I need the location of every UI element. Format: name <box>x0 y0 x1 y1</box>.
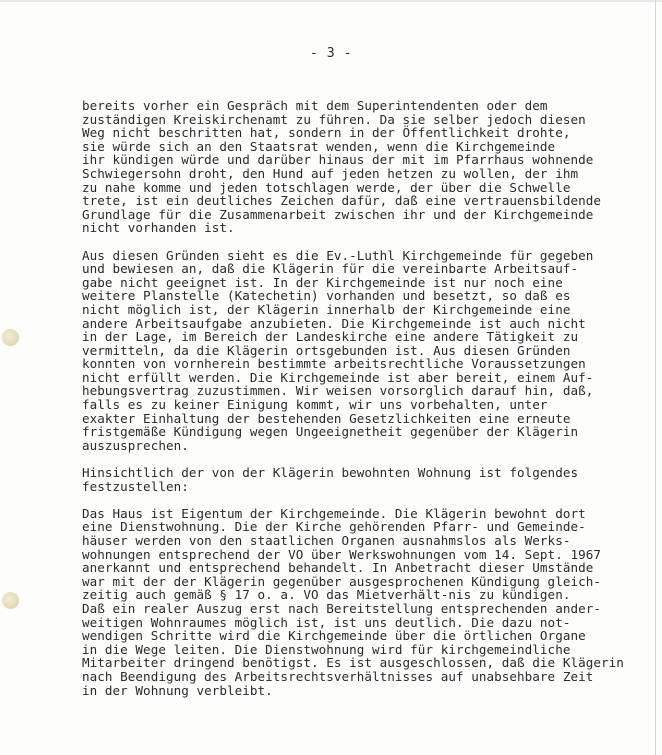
text-line: hebungsvertrag zuzustimmen. Wir weisen vorsorglich darauf hin, daß, <box>82 383 594 399</box>
text-line: falls es zu keiner Einigung kommt, wir uns vorbehalten, unter <box>82 397 548 413</box>
text-line: fristgemäße Kündigung wegen Ungeeignetheit gegenüber der Klägerin <box>82 424 579 440</box>
paragraph-gap <box>82 493 657 507</box>
paragraph <box>82 507 657 697</box>
text-line: Grundlage für die Zusammenarbeit zwischen ihr und der Kirchgemeinde <box>82 206 594 222</box>
paragraph <box>82 466 657 493</box>
text-line: ihr kündigen würde und darüber hinaus der mit im Pfarrhaus wohnende <box>82 152 594 168</box>
text-line: wendigen Schritte wird die Kirchgemeinde über die örtlichen Organe <box>82 628 586 644</box>
punch-hole-upper <box>2 329 19 346</box>
text-line: nicht vorhanden ist. <box>82 220 235 236</box>
paragraph-gap <box>82 452 657 466</box>
text-line: weitigen Wohnraumes möglich ist, ist uns deutlich. Die dazu not- <box>82 614 571 630</box>
text-line: vermitteln, da die Klägerin ortsgebunden ist. Aus diesen Gründen <box>82 342 571 358</box>
paragraph <box>82 99 657 235</box>
text-line: gabe nicht geeignet ist. In der Kirchgemeinde ist nur noch eine <box>82 274 563 290</box>
paragraph-gap <box>82 235 657 249</box>
scan-top-edge <box>0 0 662 2</box>
text-line: auszusprechen. <box>82 437 189 453</box>
text-line: sie würde sich an den Staatsrat wenden, wenn die Kirchgemeinde <box>82 138 556 154</box>
text-line: Mitarbeiter dringend benötigst. Es ist ausgeschlossen, daß die Klägerin <box>82 655 624 671</box>
body-text <box>82 99 657 697</box>
text-line: wohnungen entsprechend der VO über Werkswohnungen vom 14. Sept. 1967 <box>82 546 601 562</box>
text-line: konnten von vornherein bestimmte arbeitsrechtliche Voraussetzungen <box>82 356 586 372</box>
text-line: und bewiesen an, daß die Klägerin für die vereinbarte Arbeitsauf- <box>82 261 579 277</box>
text-line: nicht erfüllt werden. Die Kirchgemeinde ist aber bereit, einem Auf- <box>82 369 594 385</box>
text-line: nach Beendigung des Arbeitsrechtsverhältnisses auf unabsehbare Zeit <box>82 668 594 684</box>
text-line: in der Lage, im Bereich der Landeskirche eine andere Tätigkeit zu <box>82 329 579 345</box>
text-line: eine Dienstwohnung. Die der Kirche gehörenden Pfarr- und Gemeinde- <box>82 519 586 535</box>
text-line: Hinsichtlich der von der Klägerin bewohnten Wohnung ist folgendes <box>82 465 579 481</box>
text-line: festzustellen: <box>82 478 189 494</box>
text-line: zuständigen Kreiskirchenamt zu führen. Da sie selber jedoch diesen <box>82 111 586 127</box>
text-line: anerkannt und entsprechend behandelt. In Anbetracht dieser Umstände <box>82 560 594 576</box>
text-line: nicht möglich ist, der Klägerin innerhalb der Kirchgemeinde eine <box>82 301 571 317</box>
text-line: Schwiegersohn droht, den Hund auf jeden hetzen zu wollen, der ihm <box>82 165 579 181</box>
text-line: trete, ist ein deutliches Zeichen dafür, daß eine vertrauensbildende <box>82 193 601 209</box>
paragraph <box>82 249 657 453</box>
text-line: häuser werden von den staatlichen Organen ausnahmslos als Werks- <box>82 533 571 548</box>
text-line: zu nahe komme und jeden totschlagen werde, der über die Schwelle <box>82 179 571 195</box>
text-line: Weg nicht beschritten hat, sondern in der Öffentlichkeit drohte, <box>82 125 571 141</box>
text-line: andere Arbeitsaufgabe anzubieten. Die Kirchgemeinde ist auch nicht <box>82 315 586 331</box>
text-line: bereits vorher ein Gespräch mit dem Superintendenten oder dem <box>82 98 548 113</box>
text-line: exakter Einhaltung der bestehenden Gesetzlichkeiten eine erneute <box>82 410 571 426</box>
text-line: Das Haus ist Eigentum der Kirchgemeinde. Die Klägerin bewohnt dort <box>82 505 586 521</box>
text-line: Aus diesen Gründen sieht es die Ev.-Luthl Kirchgemeinde für gegeben <box>82 247 594 263</box>
punch-hole-lower <box>2 592 19 609</box>
text-line: war mit der der Klägerin gegenüber ausgesprochenen Kündigung gleich- <box>82 573 601 589</box>
text-line: weitere Planstelle (Katechetin) vorhanden und besetzt, so daß es <box>82 288 571 304</box>
text-line: in der Wohnung verbleibt. <box>82 682 273 698</box>
text-line: in die Wege leiten. Die Dienstwohnung wird für kirchgemeindliche <box>82 641 571 657</box>
text-line: Daß ein realer Auszug erst nach Bereitstellung entsprechenden ander- <box>82 600 601 616</box>
text-line: zeitig auch gemäß § 17 o. a. VO das Mietverhält-nis zu kündigen. <box>82 587 571 603</box>
page-number: - 3 - <box>309 46 353 61</box>
